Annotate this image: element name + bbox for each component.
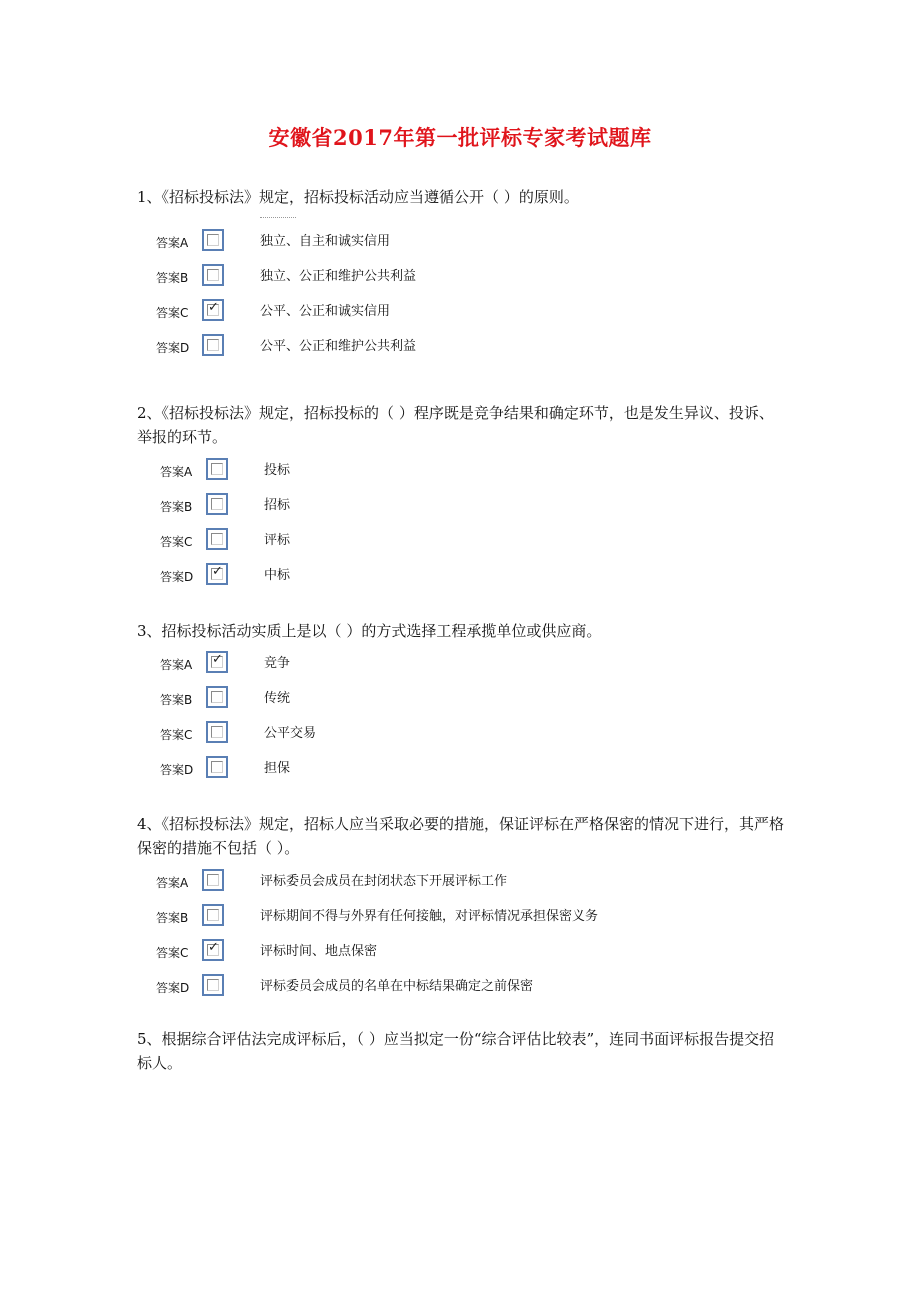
checkbox[interactable] bbox=[206, 528, 228, 550]
question-5-text: 5、根据综合评估法完成评标后，（ ）应当拟定一份“综合评估比较表”，连同书面评标报告提交招标人。 bbox=[137, 1030, 775, 1072]
option-label: 答案C bbox=[160, 728, 193, 742]
checkbox[interactable] bbox=[202, 334, 224, 356]
option-text: 独立、自主和诚实信用 bbox=[260, 234, 391, 249]
checkbox[interactable] bbox=[206, 686, 228, 708]
checkbox[interactable] bbox=[202, 869, 224, 891]
checkbox[interactable] bbox=[206, 458, 228, 480]
option-text: 招标 bbox=[264, 498, 291, 513]
option-label: 答案C bbox=[156, 306, 189, 320]
option-text: 投标 bbox=[264, 463, 291, 478]
checkbox[interactable] bbox=[202, 974, 224, 996]
checkbox[interactable] bbox=[202, 264, 224, 286]
question-3-text: 3、招标投标活动实质上是以（ ）的方式选择工程承揽单位或供应商。 bbox=[137, 622, 602, 640]
option-label: 答案A bbox=[160, 658, 193, 672]
question-1-text: 1、《招标投标法》规定，招标投标活动应当遵循公开（ ）的原则。 bbox=[137, 188, 579, 206]
option-label: 答案D bbox=[160, 570, 194, 584]
checkbox[interactable] bbox=[206, 721, 228, 743]
option-text: 中标 bbox=[264, 568, 291, 583]
option-label: 答案D bbox=[160, 763, 194, 777]
option-text: 担保 bbox=[264, 761, 291, 776]
checkbox[interactable] bbox=[206, 651, 228, 673]
checkbox[interactable] bbox=[206, 756, 228, 778]
question-4-text: 4、《招标投标法》规定，招标人应当采取必要的措施，保证评标在严格保密的情况下进行，其严格保密的措施不包括（ ）。 bbox=[137, 815, 785, 857]
option-label: 答案D bbox=[156, 981, 190, 995]
option-text: 评标时间、地点保密 bbox=[260, 944, 378, 959]
option-label: 答案A bbox=[160, 465, 193, 479]
checkbox[interactable] bbox=[206, 493, 228, 515]
option-text: 评标委员会成员在封闭状态下开展评标工作 bbox=[260, 874, 508, 889]
option-text: 评标 bbox=[264, 533, 291, 548]
option-text: 公平交易 bbox=[264, 726, 317, 741]
option-label: 答案B bbox=[160, 500, 193, 514]
option-text: 公平、公正和维护公共利益 bbox=[260, 339, 417, 354]
option-text: 评标期间不得与外界有任何接触，对评标情况承担保密义务 bbox=[260, 909, 599, 924]
option-label: 答案D bbox=[156, 341, 190, 355]
option-text: 竞争 bbox=[264, 656, 291, 671]
option-text: 评标委员会成员的名单在中标结果确定之前保密 bbox=[260, 979, 534, 994]
option-label: 答案B bbox=[160, 693, 193, 707]
checkbox[interactable] bbox=[202, 229, 224, 251]
option-text: 公平、公正和诚实信用 bbox=[260, 304, 391, 319]
question-2-text: 2、《招标投标法》规定，招标投标的（ ）程序既是竞争结果和确定环节，也是发生异议、投诉、举报的环节。 bbox=[137, 404, 774, 446]
option-label: 答案B bbox=[156, 271, 189, 285]
option-label: 答案A bbox=[156, 876, 189, 890]
option-label: 答案C bbox=[156, 946, 189, 960]
option-text: 独立、公正和维护公共利益 bbox=[260, 269, 417, 284]
checkbox[interactable] bbox=[202, 299, 224, 321]
option-label: 答案A bbox=[156, 236, 189, 250]
checkbox[interactable] bbox=[206, 563, 228, 585]
page-title: 安徽省2017年第一批评标专家考试题库 bbox=[268, 125, 652, 150]
option-label: 答案B bbox=[156, 911, 189, 925]
option-text: 传统 bbox=[264, 691, 291, 706]
dotted-underline bbox=[260, 217, 296, 218]
option-label: 答案C bbox=[160, 535, 193, 549]
checkbox[interactable] bbox=[202, 904, 224, 926]
checkbox[interactable] bbox=[202, 939, 224, 961]
